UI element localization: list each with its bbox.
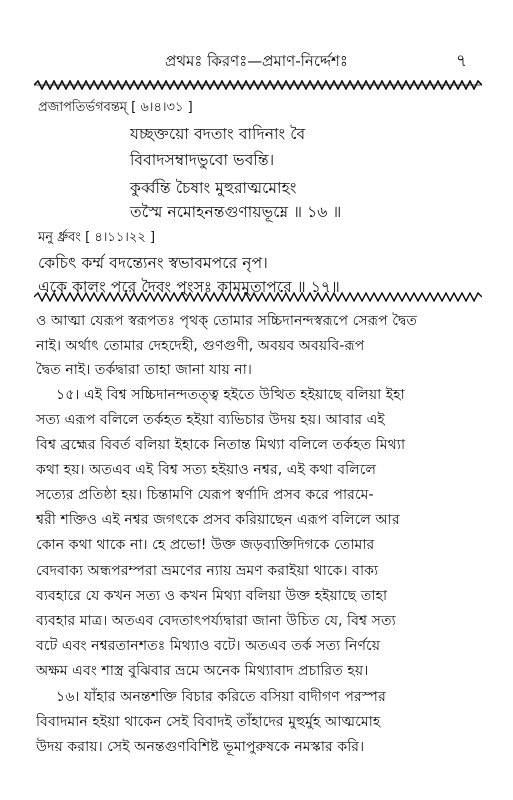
- commentary-line: সত্যের প্রতিষ্ঠা হয়। চিন্তামণি যেরূপ স্বর্ণাদি প্রসব করে পারমে-: [36, 487, 374, 503]
- commentary-line: কোন কথা থাকে না। হে প্রভো! উক্ত জড়ব্যক্তিদিগকে তোমার: [36, 537, 375, 553]
- page-header: [0, 48, 513, 74]
- commentary-line: অক্ষম এবং শাস্ত্র বুঝিবার ভ্রমে অনেক মিথ্যাবাদ প্রচারিত হয়।: [36, 663, 369, 679]
- chapter-title: প্রথমঃ কিরণঃ—প্রমাণ-নির্দ্দেশঃ: [165, 52, 348, 70]
- verse-16-line-4: তস্মৈ নমোহনন্তগুণায়ভূম্নে ॥ ১৬ ॥: [130, 203, 342, 221]
- commentary-line: কথা হয়। অতএব এই বিশ্ব সত্য হইয়াও নশ্বর, এই কথা বলিলে: [36, 462, 377, 478]
- commentary-line: বিবাদমান হইয়া থাকেন সেই বিবাদই তাঁহাদের মুহুর্মুহ আত্মমোহ: [36, 714, 381, 730]
- verse-source-2: মনু র্ধ্রুবং [ ৪।১১।২২ ]: [38, 230, 156, 245]
- verse-16-line-2: বিবাদসম্বাদভুবো ভবন্তি।: [130, 151, 275, 169]
- verse-17-line-1: কেচিৎ কর্ম্ম বদন্ত্যেনং স্বভাবমপরে নৃপ।: [38, 254, 268, 272]
- verse-source-1: প্রজাপতির্ভগবন্তম্ [ ৬।৪।৩১ ]: [38, 100, 193, 115]
- commentary-line: দ্বৈত নাই। তর্কদ্বারা তাহা জানা যায় না।: [36, 362, 252, 378]
- commentary-line: ও আত্মা যেরূপ স্বরূপতঃ পৃথক্ তোমার সচ্চিদানন্দস্বরূপে সেরূপ দ্বৈত: [36, 313, 418, 329]
- commentary-line: ব্যবহারে যে কখন সত্য ও কখন মিথ্যা বলিয়া উক্ত হইয়াছে তাহা: [36, 588, 388, 604]
- commentary-line: বিশ্ব ব্রহ্মের বিবর্ত বলিয়া ইহাকে নিতান্ত মিথ্যা বলিলে তর্কহত মিথ্যা: [36, 437, 406, 453]
- page-number: ৭: [455, 51, 467, 71]
- decorative-divider-top: [34, 80, 482, 90]
- verse-16-line-1: যচ্ছক্তয়ো বদতাং বাদিনাং বৈ: [130, 125, 306, 143]
- decorative-divider-middle: [34, 292, 482, 302]
- commentary-line: শ্বরী শক্তিও এই নশ্বর জগৎকে প্রসব করিয়াছেন এরূপ বলিলে আর: [36, 512, 400, 528]
- commentary-line: সত্য এরূপ বলিলে তর্কহত হইয়া ব্যভিচার উদয় হয়। আবার এই: [36, 412, 385, 428]
- commentary-line: বটে এবং নশ্বরতানশতঃ মিথ্যাও বটে। অতএব তর্ক সত্য নির্ণয়ে: [36, 638, 381, 654]
- commentary-line: বেদবাক্য অন্ধপরম্পরা ভ্রমণের ন্যায় ভ্রমণ করাইয়া থাকে। বাক্য: [36, 563, 379, 579]
- commentary-line: নাই। অর্থাৎ তোমার দেহদেহী, গুণগুণী, অবয়ব অবয়বি-রূপ: [36, 338, 365, 354]
- verse-16-line-3: কুর্ব্বন্তি চৈষাং মুহুরাত্মমোহং: [130, 179, 297, 197]
- commentary-line: ১৫। এই বিশ্ব সচ্চিদানন্দতত্ত্ব হইতে উত্থিত হইয়াছে বলিয়া ইহা: [56, 387, 405, 403]
- commentary-line: ব্যবহার মাত্র। অতএব বেদতাৎপর্য্যদ্বারা জানা উচিত যে, বিশ্ব সত্য: [36, 613, 396, 629]
- commentary-line: ১৬। যাঁহার অনন্তশক্তি বিচার করিতে বসিয়া বাদীগণ পরস্পর: [56, 689, 386, 705]
- verse-17-line-2: একে কালং পরে দৈবং পুংসঃ কামমুতাপরে ॥ ১৭॥: [38, 278, 340, 296]
- commentary-line: উদয় করায়। সেই অনন্তগুণবিশিষ্ট ভূমাপুরুষকে নমস্কার করি।: [36, 739, 365, 755]
